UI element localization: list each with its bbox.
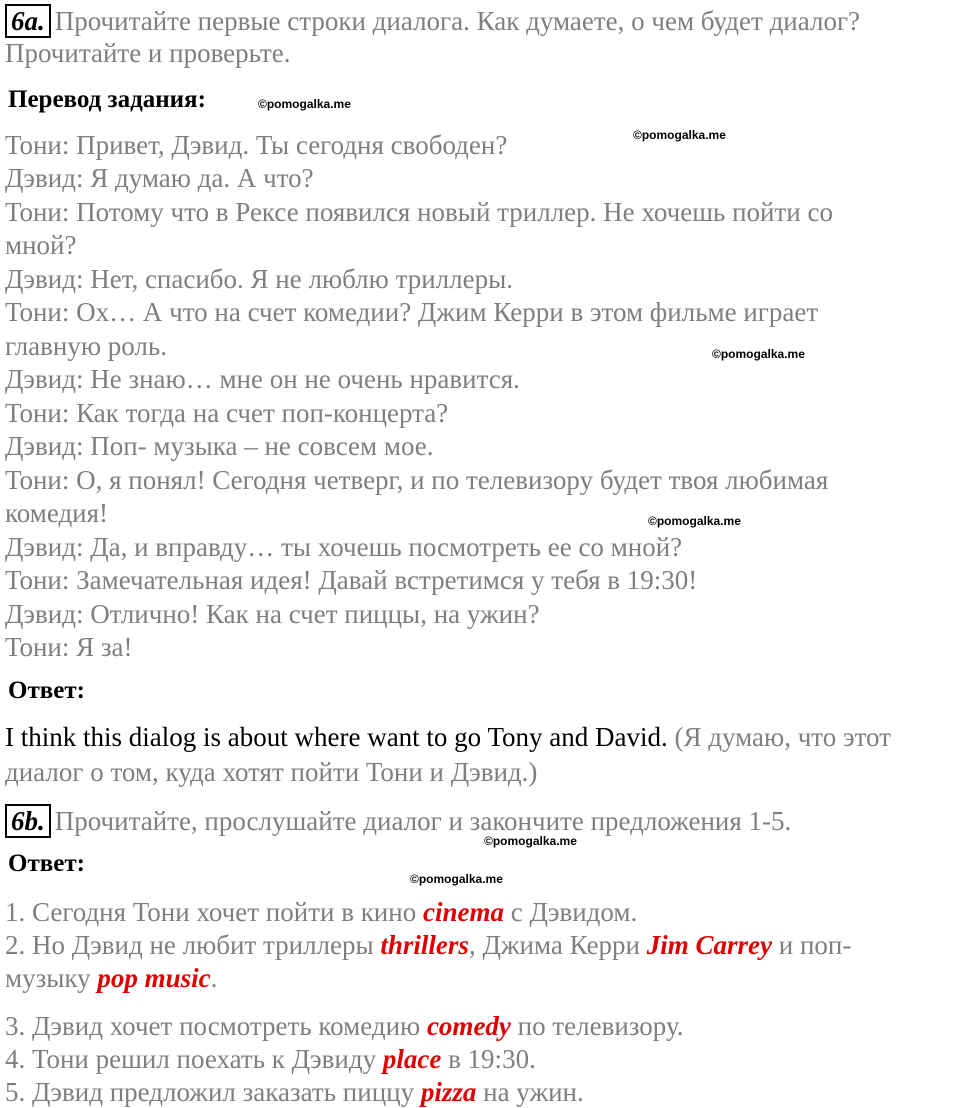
watermark: ©pomogalka.me (484, 834, 577, 848)
answer-word: Jim Carrey (646, 930, 773, 960)
answer-word: pop music (97, 963, 211, 993)
dialog-line: Дэвид: Отлично! Как на счет пиццы, на ужин? (5, 599, 540, 629)
task-6b-badge: 6b. (5, 804, 51, 838)
sentence-text: и поп- (778, 930, 852, 960)
sentence-text: по телевизору. (517, 1011, 684, 1041)
answer-word: pizza (420, 1077, 477, 1107)
answer-6a-russian-part1: (Я думаю, что этот (674, 722, 891, 752)
watermark: ©pomogalka.me (712, 347, 805, 361)
answer-6b-sentence-2 (5, 929, 851, 961)
answer-6b-sentence-2-cont (5, 962, 217, 994)
dialog-line: Тони: Замечательная идея! Давай встретимся у тебя в 19:30! (5, 565, 698, 595)
task-6a-instruction-line1: Прочитайте первые строки диалога. Как думаете, о чем будет диалог? (54, 6, 861, 36)
answer-6b-sentence-3 (5, 1010, 684, 1042)
answer-word: place (382, 1044, 442, 1074)
sentence-text: . (210, 963, 218, 993)
watermark: ©pomogalka.me (258, 97, 351, 111)
dialog-line: Тони: Ох… А что на счет комедии? Джим Керри в этом фильме играет (5, 297, 819, 327)
dialog-line: главную роль. (5, 331, 167, 361)
answer-word: thrillers (380, 930, 469, 960)
translation-heading: Перевод задания: (8, 86, 206, 113)
watermark: ©pomogalka.me (633, 128, 726, 142)
answer-6a-russian-part2: диалог о том, куда хотят пойти Тони и Дэвид.) (5, 757, 538, 787)
task-6a-badge: 6a. (5, 4, 51, 38)
sentence-text: 3. Дэвид хочет посмотреть комедию (5, 1011, 421, 1041)
dialog-line: Дэвид: Нет, спасибо. Я не люблю триллеры. (5, 264, 513, 294)
answer-6b-sentence-5 (5, 1076, 584, 1108)
dialog-line: Тони: Я за! (5, 632, 133, 662)
dialog-line: Дэвид: Я думаю да. А что? (5, 163, 314, 193)
dialog-line: мной? (5, 230, 77, 260)
answer-heading-6a: Ответ: (8, 677, 85, 704)
sentence-text: 2. Но Дэвид не любит триллеры (5, 930, 374, 960)
sentence-text: с Дэвидом. (510, 897, 638, 927)
sentence-text: , Джима Керри (468, 930, 641, 960)
dialog-line: Дэвид: Поп- музыка – не совсем мое. (5, 431, 434, 461)
task-6b-instruction-text: Прочитайте, прослушайте диалог и закончите предложения 1-5. (54, 806, 792, 836)
dialog-line: Тони: Привет, Дэвид. Ты сегодня свободен? (5, 130, 508, 160)
watermark: ©pomogalka.me (648, 514, 741, 528)
answer-word: comedy (426, 1011, 511, 1041)
answer-6a-line1 (5, 721, 891, 753)
dialog-line: комедия! (5, 498, 109, 528)
task-6a-instruction-line2: Прочитайте и проверьте. (5, 38, 291, 68)
answer-word: cinema (422, 897, 504, 927)
watermark: ©pomogalka.me (410, 872, 503, 886)
answer-6b-sentence-1 (5, 896, 637, 928)
answer-6a-english: I think this dialog is about where want to go Tony and David. (5, 722, 668, 752)
dialog-line: Дэвид: Да, и вправду… ты хочешь посмотреть ее со мной? (5, 532, 683, 562)
sentence-text: в 19:30. (448, 1044, 536, 1074)
dialog-line: Дэвид: Не знаю… мне он не очень нравится. (5, 364, 520, 394)
sentence-text: музыку (5, 963, 91, 993)
dialog-line: Тони: Как тогда на счет поп-концерта? (5, 398, 449, 428)
sentence-text: 1. Сегодня Тони хочет пойти в кино (5, 897, 417, 927)
dialog-line: Тони: О, я понял! Сегодня четверг, и по телевизору будет твоя любимая (5, 465, 829, 495)
task-6a-instruction (5, 4, 860, 38)
answer-6b-sentence-4 (5, 1043, 536, 1075)
dialog-line: Тони: Потому что в Рексе появился новый триллер. Не хочешь пойти со (5, 197, 833, 227)
task-6b-instruction (5, 804, 791, 838)
sentence-text: 4. Тони решил поехать к Дэвиду (5, 1044, 377, 1074)
sentence-text: на ужин. (483, 1077, 584, 1107)
sentence-text: 5. Дэвид предложил заказать пиццу (5, 1077, 415, 1107)
answer-heading-6b: Ответ: (8, 850, 85, 877)
